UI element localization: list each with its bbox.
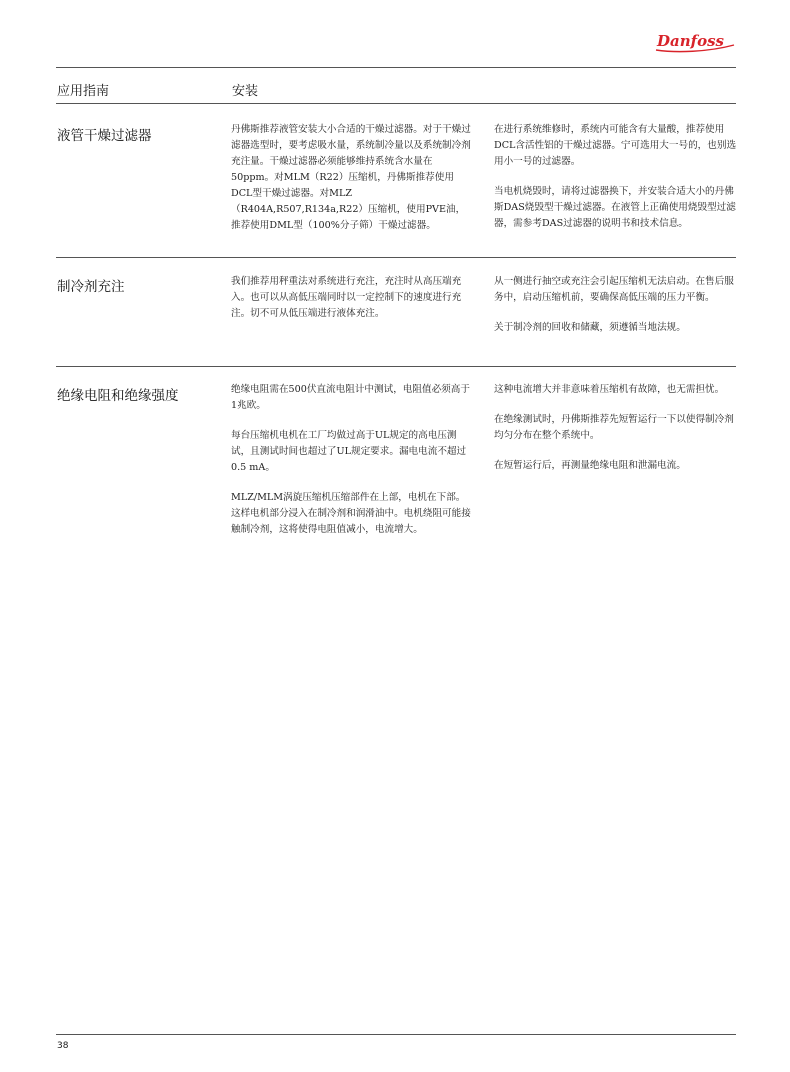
paragraph: 绝缘电阻需在500伏直流电阻计中测试，电阻值必须高于1兆欧。 [231,384,470,411]
section-3-column-1 [231,382,474,552]
section-2-column-1 [231,274,474,336]
page-number: 38 [57,1041,69,1051]
logo-text: Danfoss [657,32,724,50]
paragraph: 在进行系统维修时，系统内可能含有大量酸，推荐使用DCL含活性铝的干燥过滤器。宁可选用大一号的，也别选用小一号的过滤器。 [494,124,737,167]
header-top-rule [56,67,736,68]
section-1-column-2 [494,122,737,246]
paragraph: 丹佛斯推荐液管安装大小合适的干燥过滤器。对于干燥过滤器选型时，要考虑吸水量，系统制冷量以及系统制冷剂充注量。干燥过滤器必须能够维持系统含水量在50ppm。对MLM（R22）压缩机，丹佛斯推荐使用DCL型干燥过滤器。对MLZ（R404A,R507,R134a,R22）压缩机，使用PVE油，推荐使用DML型（100%分子筛）干燥过滤器。 [231,124,471,231]
paragraph: MLZ/MLM涡旋压缩机压缩部件在上部，电机在下部。这样电机部分浸入在制冷剂和润滑油中。电机绕阻可能接触制冷剂，这将使得电阻值减小，电流增大。 [231,492,471,535]
section-divider [56,257,736,258]
paragraph: 在短暂运行后，再测量绝缘电阻和泄漏电流。 [494,460,686,471]
danfoss-logo-graphic [652,28,736,56]
section-title-refrigerant-charging: 制冷剂充注 [57,279,125,295]
section-3-column-2 [494,382,737,488]
section-title-liquid-line-filter-drier: 液管干燥过滤器 [57,128,152,144]
paragraph: 在绝缘测试时，丹佛斯推荐先短暂运行一下以使得制冷剂均匀分布在整个系统中。 [494,414,734,441]
section-1-column-1 [231,122,474,248]
paragraph: 每台压缩机电机在工厂均做过高于UL规定的高电压测试，且测试时间也超过了UL规定要求。漏电电流不超过0.5 mA。 [231,430,467,473]
footer-rule [56,1034,736,1035]
header-bottom-rule [56,103,736,104]
section-divider [56,366,736,367]
paragraph: 关于制冷剂的回收和储藏，须遵循当地法规。 [494,322,686,333]
danfoss-logo [652,28,736,56]
section-title-insulation-resistance: 绝缘电阻和绝缘强度 [57,388,179,404]
header-category: 应用指南 [57,84,110,99]
paragraph: 我们推荐用秤重法对系统进行充注，充注时从高压端充入。也可以从高低压端同时以一定控制下的速度进行充注。切不可从低压端进行液体充注。 [231,276,462,319]
section-2-column-2 [494,274,737,350]
header-topic: 安装 [232,84,259,99]
paragraph: 当电机烧毁时，请将过滤器换下，并安装合适大小的丹佛斯DAS烧毁型干燥过滤器。在液管上正确使用烧毁型过滤器，需参考DAS过滤器的说明书和技术信息。 [494,186,736,229]
paragraph: 从一侧进行抽空或充注会引起压缩机无法启动。在售后服务中，启动压缩机前，要确保高低压端的压力平衡。 [494,276,734,303]
paragraph: 这种电流增大并非意味着压缩机有故障，也无需担忧。 [494,384,725,395]
